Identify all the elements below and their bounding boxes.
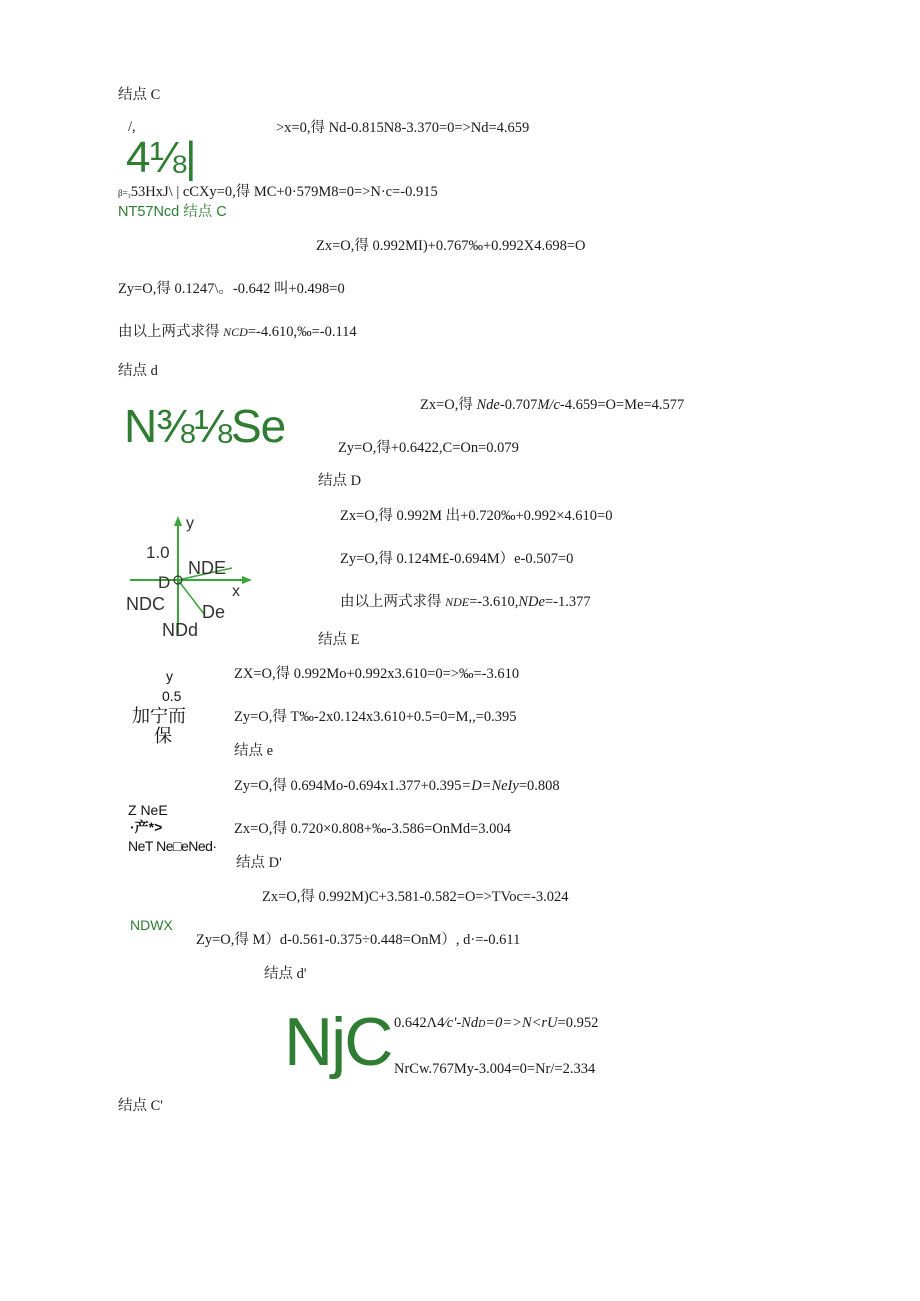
- y-axis-arrow: [174, 516, 182, 526]
- equation-dp1-pre: 0.642Λ4: [394, 1015, 445, 1031]
- fig-d-ndd-label: NDd: [162, 620, 199, 640]
- slash-mark: /,: [128, 119, 136, 135]
- heading-node-E: 结点 E: [318, 632, 360, 648]
- fig-d-nde-label: NDE: [188, 558, 227, 578]
- equation-D3-rest: =-1.377: [544, 594, 591, 610]
- equation-e2: Zx=O,得 0.720×0.808+‰-3.586=OnMd=3.004: [234, 821, 511, 837]
- equation-dp1: [394, 1014, 598, 1034]
- fig-e-value-label: 0.5: [162, 688, 182, 704]
- equation-e1-var: =D=NeIy: [461, 778, 519, 794]
- equation-dp1-rest: =0.952: [557, 1015, 599, 1031]
- equation-d1-mid: -0.707: [499, 397, 538, 413]
- heading-node-D-prime: 结点 D': [236, 855, 282, 871]
- equation-dp1-var2: =0=>N<rU: [485, 1015, 558, 1031]
- equation-e1: [234, 777, 560, 795]
- glyph-4-18: 4⅛|: [126, 133, 196, 182]
- fig-e-y-label: y: [166, 668, 173, 684]
- equation-d1-var: Nde: [476, 397, 500, 413]
- equation-c2: [118, 183, 438, 202]
- equation-E2: Zy=O,得 T‰-2x0.124x3.610+0.5=0=M,,=0.395: [234, 709, 517, 725]
- fig-d-value-label: 1.0: [146, 543, 170, 562]
- equation-c5-var: NCD: [223, 325, 248, 339]
- equation-e1-pre: Zy=O,得 0.694Mo-0.694x1.377+0.395: [234, 778, 462, 794]
- heading-node-d: 结点 d: [118, 363, 158, 379]
- equation-c1: >x=0,得 Nd-0.815N8-3.370=0=>Nd=4.659: [276, 120, 530, 136]
- equation-c2-prefix: β=₃: [118, 188, 131, 198]
- equation-D3-prefix: 由以上两式求得: [340, 594, 442, 610]
- equation-D1: Zx=O,得 0.992M 出+0.720‰+0.992×4.610=0: [340, 508, 613, 524]
- equation-e1-rest: =0.808: [518, 778, 560, 794]
- equation-c3: Zx=O,得 0.992MI)+0.767‰+0.992X4.698=O: [316, 238, 586, 254]
- equation-d2: Zy=O,得+0.6422,C=On=0.079: [338, 440, 519, 456]
- member-dd-line: [178, 580, 204, 614]
- fig-e-lower-line3: NeT Ne□eNed·: [128, 838, 217, 854]
- equation-D3-mid: =-3.610,: [469, 594, 519, 610]
- heading-node-e: 结点 e: [234, 743, 274, 759]
- equation-Dp2: Zy=O,得 M）d-0.561-0.375÷0.448=OnM）, d·=-0.611: [196, 932, 521, 948]
- label-ndwx: NDWX: [130, 917, 173, 933]
- equation-d1: [420, 396, 684, 414]
- glyph-n38se: N⅜⅛Se: [124, 400, 286, 452]
- fig-d-de-label: De: [202, 602, 226, 622]
- fig-e-text-line2: 保: [154, 726, 172, 746]
- equation-dp1-var: ⁄c'-Nd: [444, 1015, 479, 1031]
- equation-c2-body: 53HxJ\ | cCXy=0,得 MC+0·579M8=0=>N·c=-0.915: [130, 184, 438, 200]
- fig-d-d-label: D: [158, 573, 171, 592]
- equation-dp1-sub: D: [478, 1019, 486, 1030]
- heading-node-D: 结点 D: [318, 473, 362, 489]
- force-diagram-node-D: [120, 512, 260, 642]
- equation-D2: Zy=O,得 0.124M£-0.694M）e-0.507=0: [340, 551, 574, 567]
- fig-d-ndc-label: NDC: [126, 594, 165, 614]
- heading-node-c: 结点 C: [118, 87, 161, 103]
- equation-c5: [118, 323, 357, 341]
- equation-d1-var2: M/c: [537, 397, 560, 413]
- fig-e-lower-line2: ·产*>: [130, 819, 163, 835]
- heading-node-d-prime: 结点 d': [264, 966, 307, 982]
- equation-Dp1: Zx=O,得 0.992M)C+3.581-0.582=O=>TVoc=-3.024: [262, 889, 569, 905]
- equation-D3: [340, 593, 591, 611]
- equation-dp2: NrCw.767My-3.004=0=Nr/=2.334: [394, 1061, 596, 1077]
- fig-d-x-label: x: [232, 583, 240, 600]
- equation-c5-prefix: 由以上两式求得: [118, 324, 220, 340]
- fig-e-lower-line1: Z NeE: [128, 802, 168, 818]
- fig-e-text-line1: 加宁而: [132, 706, 186, 726]
- fig-d-y-label: y: [186, 515, 194, 532]
- equation-E1: ZX=O,得 0.992Mo+0.992x3.610=0=>‰=-3.610: [234, 666, 520, 682]
- equation-c5-rest: =-4.610,‰=-0.114: [247, 324, 357, 340]
- equation-d1-rest: -4.659=O=Me=4.577: [559, 397, 685, 413]
- heading-node-C-prime: 结点 C': [118, 1098, 163, 1114]
- x-axis-arrow: [242, 576, 252, 584]
- equation-d1-pre: Zx=O,得: [420, 397, 473, 413]
- equation-c4: Zy=O,得 0.1247\。-0.642 叫+0.498=0: [118, 281, 345, 297]
- label-nt57: NT57Ncd 结点 C: [118, 204, 227, 220]
- equation-D3-var2: NDe: [518, 594, 545, 610]
- equation-D3-var: NDE: [445, 595, 470, 609]
- glyph-njc: NjC: [284, 1004, 392, 1080]
